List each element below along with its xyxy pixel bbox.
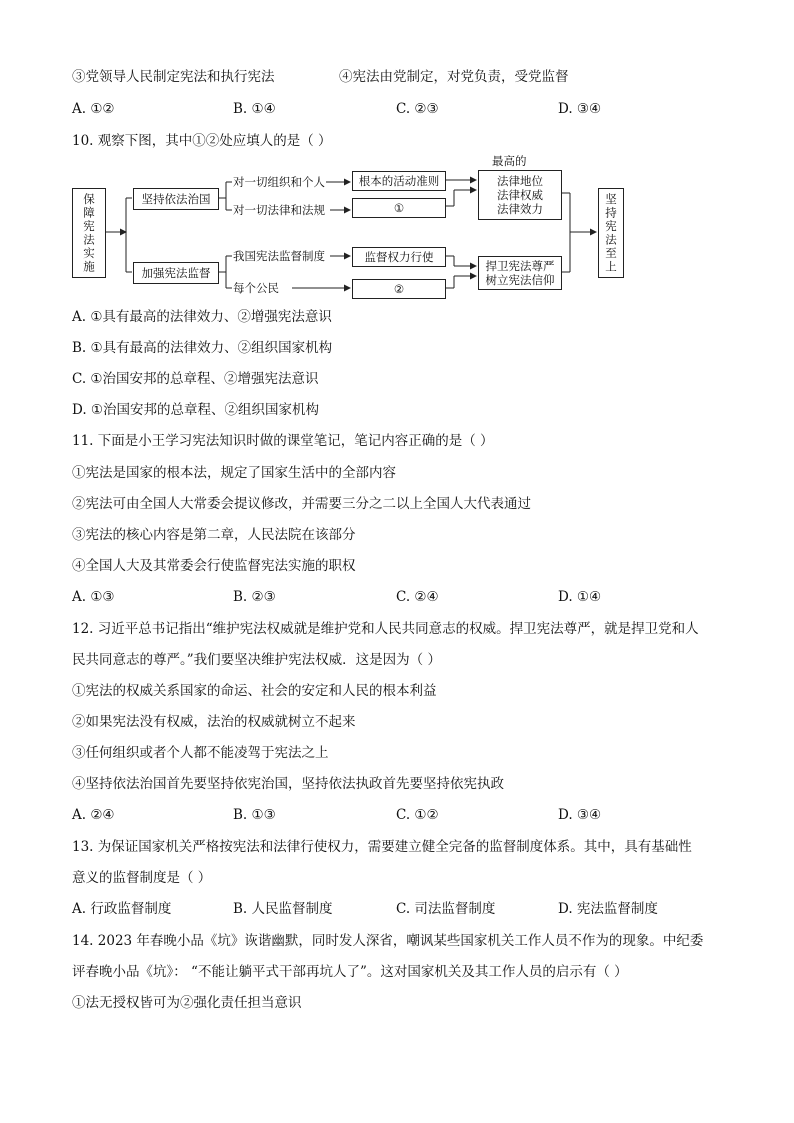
q12-option-a: A. ②④ — [72, 807, 115, 823]
diagram-end-text: 坚持宪法至上 — [604, 192, 618, 274]
diagram-blank-1-box: ① — [352, 198, 446, 218]
q13-option-b: B. 人民监督制度 — [233, 901, 333, 917]
q12-option-d: D. ③④ — [558, 807, 602, 823]
q14-stem-line-2: 评春晚小品《坑》： “不能让躺平式干部再坑人了”。这对国家机关及其工作人员的启示有（ ） — [72, 964, 628, 980]
diagram-label-4: 每个公民 — [233, 281, 279, 295]
q11-item-4: ④全国人大及其常委会行使监督宪法实施的职权 — [72, 558, 356, 574]
diagram-right-box-1: 法律地位 法律权威 法律效力 — [478, 170, 562, 220]
q9-option-c: C. ②③ — [396, 101, 439, 117]
diagram-middle-box-3: 监督权力行使 — [352, 247, 446, 267]
q12-stem-line-2: 民共同意志的尊严。”我们要坚决维护宪法权威．这是因为（ ） — [72, 652, 441, 668]
q9-option-d: D. ③④ — [558, 101, 602, 117]
q11-stem: 11. 下面是小王学习宪法知识时做的课堂笔记，笔记内容正确的是（ ） — [72, 433, 494, 449]
diagram-branch2-box: 加强宪法监督 — [133, 262, 219, 284]
q13-option-d: D. 宪法监督制度 — [558, 901, 658, 917]
q12-item-1: ①宪法的权威关系国家的命运、社会的安定和人民的根本利益 — [72, 683, 437, 699]
q12-stem-line-1: 12. 习近平总书记指出“维护宪法权威就是维护党和人民共同意志的权威。捍卫宪法尊严，就是捍卫党和人 — [72, 621, 699, 637]
diagram-top-label: 最高的 — [492, 154, 527, 168]
q12-option-b: B. ①③ — [233, 807, 276, 823]
q11-option-c: C. ②④ — [396, 589, 439, 605]
q12-option-c: C. ①② — [396, 807, 439, 823]
q11-item-3: ③宪法的核心内容是第二章，人民法院在该部分 — [72, 527, 356, 543]
diagram-middle-box-1: 根本的活动准则 — [352, 171, 446, 191]
diagram-blank-2-box: ② — [352, 279, 446, 299]
q9-item-4: ④宪法由党制定，对党负责，受党监督 — [339, 69, 569, 85]
diagram-root-box — [72, 188, 106, 278]
diagram-end-box — [598, 188, 624, 278]
q11-item-2: ②宪法可由全国人大常委会提议修改，并需要三分之二以上全国人大代表通过 — [72, 496, 531, 512]
diagram-label-3: 我国宪法监督制度 — [233, 249, 325, 263]
q13-option-c: C. 司法监督制度 — [396, 901, 496, 917]
q13-option-a: A. 行政监督制度 — [72, 901, 172, 917]
q11-option-a: A. ①③ — [72, 589, 115, 605]
q10-option-c: C. ①治国安邦的总章程、②增强宪法意识 — [72, 371, 319, 387]
q9-option-b: B. ①④ — [233, 101, 276, 117]
q10-stem: 10. 观察下图，其中①②处应填人的是（ ） — [72, 133, 332, 149]
q14-item-1: ①法无授权皆可为②强化责任担当意识 — [72, 995, 302, 1011]
q13-stem-line-2: 意义的监督制度是（ ） — [72, 870, 212, 886]
q10-option-d: D. ①治国安邦的总章程、②组织国家机构 — [72, 402, 320, 418]
diagram-label-2: 对一切法律和法规 — [233, 203, 325, 217]
q11-option-d: D. ①④ — [558, 589, 602, 605]
q11-item-1: ①宪法是国家的根本法，规定了国家生活中的全部内容 — [72, 465, 396, 481]
q10-option-a: A. ①具有最高的法律效力、②增强宪法意识 — [72, 309, 332, 325]
diagram-root-text: 保障宪法实施 — [82, 192, 96, 274]
diagram-label-1: 对一切组织和个人 — [233, 175, 325, 189]
diagram-right-box-2: 捍卫宪法尊严 树立宪法信仰 — [478, 256, 562, 290]
q14-stem-line-1: 14. 2023 年春晚小品《坑》诙谐幽默，同时发人深省，嘲讽某些国家机关工作人员不作为的现象。中纪委 — [72, 933, 704, 949]
q9-option-a: A. ①② — [72, 101, 115, 117]
q12-item-2: ②如果宪法没有权威，法治的权威就树立不起来 — [72, 714, 356, 730]
diagram-branch1-box: 坚持依法治国 — [133, 188, 219, 210]
q9-item-3: ③党领导人民制定宪法和执行宪法 — [72, 69, 275, 85]
q13-stem-line-1: 13. 为保证国家机关严格按宪法和法律行使权力，需要建立健全完备的监督制度体系。其中，具有基础性 — [72, 839, 692, 855]
q12-item-4: ④坚持依法治国首先要坚持依宪治国，坚持依法执政首先要坚持依宪执政 — [72, 776, 504, 792]
q10-option-b: B. ①具有最高的法律效力、②组织国家机构 — [72, 340, 333, 356]
q12-item-3: ③任何组织或者个人都不能凌驾于宪法之上 — [72, 745, 329, 761]
q11-option-b: B. ②③ — [233, 589, 276, 605]
